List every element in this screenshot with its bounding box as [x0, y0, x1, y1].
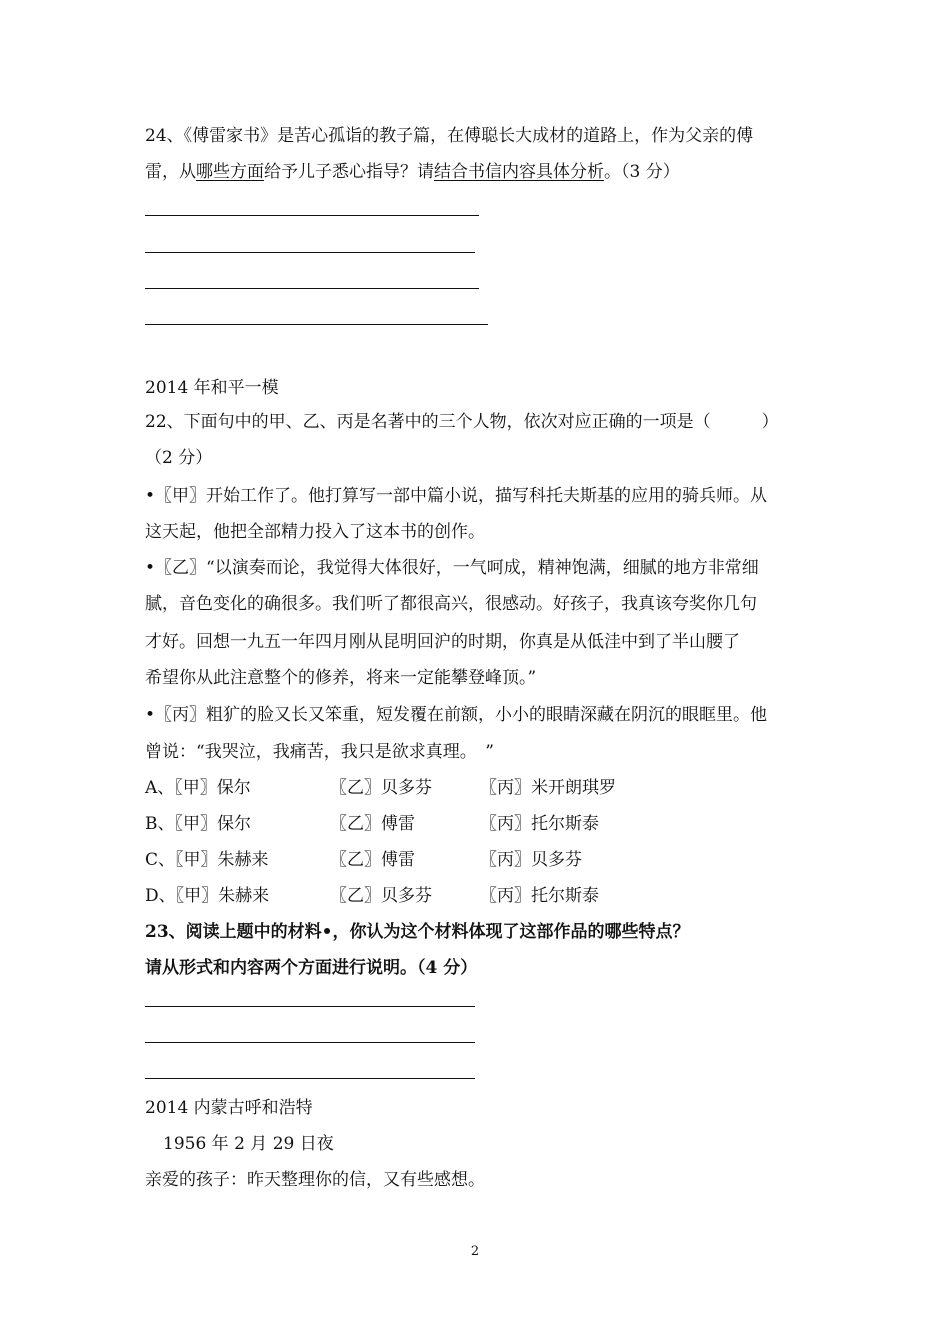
option-a-jia: A、〖甲〗保尔 [145, 778, 251, 798]
q24-text: 给予儿子悉心指导？请 [264, 162, 434, 182]
q22-excerpt-yi: •〖乙〗“以演奏而论，我觉得大体很好，一气呵成，精神饱满，细腻的地方非常细 [145, 558, 759, 578]
q24-underlined-phrase: 结合书信内容具体分析 [434, 162, 604, 182]
q22-excerpt-bing: •〖丙〗粗犷的脸又长又笨重，短发覆在前额，小小的眼睛深藏在阴沉的眼眶里。他 [145, 705, 768, 725]
option-c-yi: 〖乙〗傅雷 [330, 850, 415, 870]
source-label: 2014 年和平一模 [145, 378, 279, 398]
option-d-bing: 〖丙〗托尔斯泰 [480, 886, 599, 906]
q22-score: （2 分） [145, 448, 213, 468]
q22-excerpt-jia: •〖甲〗开始工作了。他打算写一部中篇小说，描写科托夫斯基的应用的骑兵师。从 [145, 486, 768, 506]
q24-line-1: 24、《傅雷家书》是苦心孤诣的教子篇，在傅聪长大成材的道路上，作为父亲的傅 [145, 126, 754, 146]
option-b-jia: B、〖甲〗保尔 [145, 814, 251, 834]
answer-line[interactable] [145, 252, 475, 253]
q22-excerpt-jia: 这天起，他把全部精力投入了这本书的创作。 [145, 522, 485, 542]
option-b-yi: 〖乙〗傅雷 [330, 814, 415, 834]
option-d-jia: D、〖甲〗朱赫来 [145, 886, 270, 906]
option-b[interactable] [145, 812, 599, 836]
q22-line-1: 22、下面句中的甲、乙、丙是名著中的三个人物，依次对应正确的一项是（ ） [145, 412, 779, 432]
q24-text: 雷，从 [145, 162, 196, 182]
answer-line[interactable] [145, 1042, 475, 1043]
option-c-jia: C、〖甲〗朱赫来 [145, 850, 269, 870]
q22-excerpt-yi: 腻，音色变化的确很多。我们听了都很高兴，很感动。好孩子，我真该夸奖你几句 [145, 594, 757, 614]
letter-greeting: 亲爱的孩子：昨天整理你的信，又有些感想。 [145, 1170, 485, 1190]
q24-line-2 [145, 160, 680, 184]
option-c-bing: 〖丙〗贝多芬 [480, 850, 582, 870]
option-d-yi: 〖乙〗贝多芬 [330, 886, 432, 906]
q24-score: 。（3 分） [604, 162, 680, 182]
q24-underlined-phrase: 哪些方面 [196, 162, 264, 182]
option-b-bing: 〖丙〗托尔斯泰 [480, 814, 599, 834]
answer-line[interactable] [145, 215, 479, 216]
option-a-bing: 〖丙〗米开朗琪罗 [480, 778, 616, 798]
q22-excerpt-yi: 希望你从此注意整个的修养，将来一定能攀登峰顶。” [145, 668, 537, 688]
answer-line[interactable] [145, 1006, 475, 1007]
page-number: 2 [470, 1244, 480, 1259]
answer-line[interactable] [145, 1078, 475, 1079]
answer-line[interactable] [145, 324, 488, 325]
option-a[interactable] [145, 776, 616, 800]
option-c[interactable] [145, 848, 582, 872]
option-a-yi: 〖乙〗贝多芬 [330, 778, 432, 798]
answer-line[interactable] [145, 288, 479, 289]
q22-excerpt-bing: 曾说：“我哭泣，我痛苦，我只是欲求真理。 ” [145, 742, 494, 762]
source-label: 2014 内蒙古呼和浩特 [145, 1098, 313, 1118]
q23-line-2: 请从形式和内容两个方面进行说明。（4 分） [145, 958, 478, 978]
q23-line-1: 23、阅读上题中的材料•，你认为这个材料体现了这部作品的哪些特点？ [145, 922, 690, 942]
letter-date: 1956 年 2 月 29 日夜 [163, 1134, 334, 1154]
q22-excerpt-yi: 才好。回想一九五一年四月刚从昆明回沪的时期，你真是从低洼中到了半山腰了 [145, 632, 740, 652]
option-d[interactable] [145, 884, 599, 908]
